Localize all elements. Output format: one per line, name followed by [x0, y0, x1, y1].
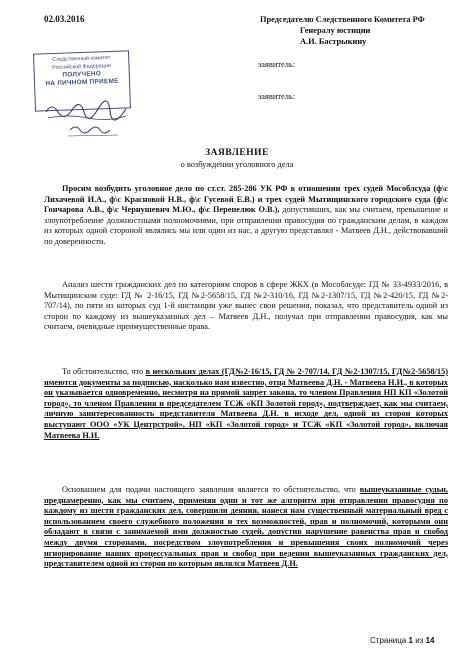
applicant-label: заявитель: [258, 92, 296, 101]
stamp-line: ПОЛУЧЕНО [62, 70, 102, 79]
paragraph-1 [44, 184, 448, 248]
applicant-field-2 [258, 92, 295, 101]
applicant-field-1 [258, 60, 295, 69]
page-label: Страница [370, 636, 407, 645]
stamp-line: Российской Федерации [52, 62, 111, 71]
paragraph-3-emphasis: в нескольких делах (ГД№2-16/15, ГД № 2-707/14, ГД №2-1307/15, ГД№2-5658/15) имеются документы за подписью, насколько нам известно, отца Матвеева Д.Н. - Матвеева Н.И., в которых он указывается одновременно, несмотря на прямой запрет закона, то членом Правления НП КП «Золотой город», то членом Правления и председателем ТСЖ «КП Золотой город», подтверждает, как мы считаем, личную заинтересованность представителя Матвеева Д.Н. в исходе дел, одной из сторон которых выступают ООО «УК Центрстрой», НП «КП «Золотой город» и ТСЖ «КП «Золотой город», включая Матвеева Н.И. [44, 367, 448, 440]
stamp-signature-image [40, 100, 136, 144]
document-date: 02.03.2016 [44, 14, 85, 24]
paragraph-4 [44, 485, 448, 570]
addressee-line: Председателю Следственного Комитета РФ [260, 15, 425, 24]
addressee-line: Генералу юстиции [300, 26, 371, 35]
stamp-line: НА ЛИЧНОМ ПРИЕМЕ [45, 77, 119, 87]
page-counter [370, 636, 434, 645]
document-title: ЗАЯВЛЕНИЕ [205, 148, 269, 158]
paragraph-1-text: допустивших, как мы считаем, превышение и злоупотребление должностными полномочиями, при отправлении правосудия по гражданским делам, в каждом из которых одной стороной являлись мы или один из нас, а другую представлял - Матвеев Д.Н., действовавший по доверенности. [44, 205, 448, 246]
paragraph-2-text: Анализ шести гражданских дел по категориям споров в сфере ЖКХ (в Мособлсуде: ГД № 33-4933/2016, в Мытищинском суде: ГД № 2-16/15, ГД №2-5658/15, ГД №2-310/16, ГД №2-1307/15, ГД №2-420/15, ГД №2-707/14), по пяти из которых суд 1-й инстанции уже вынес свои решения, показал, что представитель одной из сторон по каждому из вышеуказанных дел – Матвеев Д.Н., получал при отправлении правосудия, как мы считаем, очевидные преимущественные права. [44, 280, 448, 332]
paragraph-1-bold: Просим возбудить уголовное дело по ст.ст. 285-286 УК РФ в отношении трех судей Мособлсуда (ф\с Лихачевой И.А., ф\с Красновой Н.В., ф\с Гусевой Е.В.) и трех судей Мытищинского городского суда (ф\с Гончарова А.В., ф\с Чернушевич М.Ю., ф\с Перепелюк О.В.), [44, 184, 448, 215]
page-of: из [415, 636, 424, 645]
paragraph-3-lead: То обстоятельство, что [62, 367, 146, 376]
page-number: 1 [408, 636, 413, 645]
page-total: 14 [425, 636, 435, 645]
paragraph-4-emphasis: вышеуказанные судьи, преднамеренно, как мы считаем, применяя один и тот же алгоритм при отправлении правосудия по каждому из шести гражданских дел, совершили деяния, нанеся нам существенный материальный вред с использованием своего служебного положения и тех возможностей, прав и полномочий, которыми они обладают в связи с занимаемой ими должностью судей, допустив нарушение равенства прав и свобод между двумя сторонами, посредством злоупотребления и превышения своих полномочий через игнорирование наших процессуальных прав и свобод при ведении вышеуказанных гражданских дел, представителем одной из сторон по которым являлся Матвеев Д.Н. [44, 485, 448, 569]
document-subtitle: о возбуждении уголовного дела [180, 160, 294, 169]
paragraph-2 [44, 280, 448, 333]
addressee-line: А.И. Бастрыкину [300, 37, 367, 46]
stamp-line: Следственный комитет [52, 54, 111, 64]
addressee-block [260, 14, 425, 47]
applicant-label: заявитель: [258, 60, 296, 69]
paragraph-4-lead: Основанием для подачи настоящего заявления является то обстоятельство, что [62, 485, 360, 494]
paragraph-3 [44, 367, 448, 441]
